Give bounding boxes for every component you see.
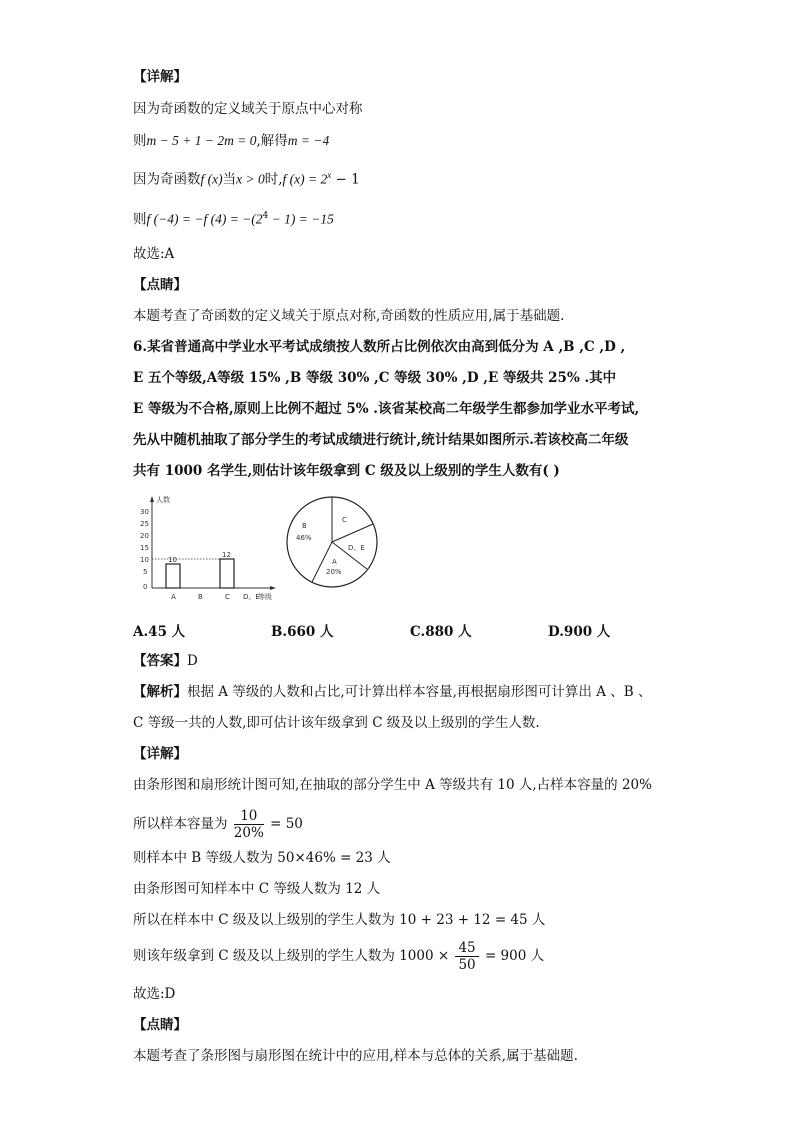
option-c: C.880 人 xyxy=(410,624,472,640)
text-line: 本题考查了条形图与扇形图在统计中的应用,样本与总体的关系,属于基础题. xyxy=(133,1048,578,1064)
text-line: 因为奇函数的定义域关于原点中心对称 xyxy=(133,101,363,117)
pie-label-de: D、E xyxy=(348,544,365,552)
y-tick-label: 15 xyxy=(140,544,149,552)
option-d: D.900 人 xyxy=(548,624,611,640)
y-axis-arrow xyxy=(150,496,154,502)
pie-chart xyxy=(282,492,382,592)
pie-divider xyxy=(332,524,373,542)
question-line: 6.某省普通高中学业水平考试成绩按人数所占比例依次由高到低分为 A ,B ,C ,D , xyxy=(133,339,626,355)
pie-value-b: 46% xyxy=(296,534,312,542)
fraction-line: 所以样本容量为 $\frac{10}{20\%}$ = 50 xyxy=(133,808,303,841)
answer-value: D xyxy=(187,653,198,669)
option-a: A.45 人 xyxy=(133,624,186,640)
option-b: B.660 人 xyxy=(271,624,334,640)
heading-detail-2: 【详解】 xyxy=(133,746,187,762)
y-tick-label: 10 xyxy=(140,556,149,564)
bar-c xyxy=(220,559,234,588)
fraction: $\frac{45}{50}$ xyxy=(455,940,478,973)
x-tick-label: C xyxy=(225,593,230,601)
x-axis-arrow xyxy=(270,586,276,590)
pie-label-b: B xyxy=(302,522,307,530)
question-line: E 五个等级,A等级 15% ,B 等级 30% ,C 等级 30% ,D ,E 等级共 25% .其中 xyxy=(133,370,617,386)
text-line: 本题考查了奇函数的定义域关于原点对称,奇函数的性质应用,属于基础题. xyxy=(133,308,565,324)
fraction: $\frac{10}{20\%}$ xyxy=(233,808,264,841)
pie-label-c: C xyxy=(342,516,347,524)
question-line: 先从中随机抽取了部分学生的考试成绩进行统计,统计结果如图所示.若该校高二年级 xyxy=(133,432,629,448)
pie-value-a: 20% xyxy=(326,568,342,576)
answer-choice-line: 故选:A xyxy=(133,246,175,262)
y-tick-label: 20 xyxy=(140,532,149,540)
question-line: E 等级为不合格,原则上比例不超过 5% .该省某校高二年级学生都参加学业水平考试, xyxy=(133,401,640,417)
bar-a xyxy=(166,564,180,588)
answer-tag: 【答案】 xyxy=(133,653,187,669)
text-line: 所以在样本中 C 级及以上级别的学生人数为 10 + 23 + 12 = 45 人 xyxy=(133,912,546,928)
fraction-line: 则该年级拿到 C 级及以上级别的学生人数为 1000 × $\frac{45}{50}$ = 900 人 xyxy=(133,940,545,973)
text-line: 由条形图和扇形统计图可知,在抽取的部分学生中 A 等级共有 10 人,占样本容量的 20% xyxy=(133,777,652,793)
y-tick-label: 30 xyxy=(140,508,149,516)
x-axis-label: 等级 xyxy=(258,593,272,601)
y-tick-label: 25 xyxy=(140,520,149,528)
y-tick-label: 5 xyxy=(143,568,148,576)
analysis-line: 【解析】根据 A 等级的人数和占比,可计算出样本容量,再根据扇形图可计算出 A 、B 、 xyxy=(133,684,652,700)
x-tick-label: A xyxy=(171,593,176,601)
pie-divider xyxy=(312,542,332,582)
analysis-line: C 等级一共的人数,即可估计该年级拿到 C 级及以上级别的学生人数. xyxy=(133,715,540,731)
analysis-tag: 【解析】 xyxy=(133,684,187,700)
question-line: 共有 1000 名学生,则估计该年级拿到 C 级及以上级别的学生人数有( ) xyxy=(133,463,560,479)
answer-line xyxy=(133,651,198,671)
heading-detail-1: 【详解】 xyxy=(133,69,187,85)
heading-comment-1: 【点睛】 xyxy=(133,277,187,293)
bar-chart xyxy=(130,492,290,602)
heading-comment-2: 【点睛】 xyxy=(133,1017,187,1033)
equation-line: 因为奇函数f (x)当x > 0时,f $(x) = 2^x - 1$ xyxy=(133,170,360,188)
answer-choice-line: 故选:D xyxy=(133,986,176,1002)
x-tick-label: B xyxy=(198,593,203,601)
text-line: 由条形图可知样本中 C 等级人数为 12 人 xyxy=(133,881,381,897)
equation-line: 则f (−4) = −f $(4) = -(2^4 - 1) = -15$ xyxy=(133,211,334,228)
x-tick-label: D、E xyxy=(243,593,260,601)
bar-value-label: 12 xyxy=(222,551,231,559)
y-tick-label: 0 xyxy=(143,583,148,591)
pie-label-a: A xyxy=(332,558,337,566)
equation-line: 则m − 5 + 1 − 2m = 0,解得m = −4 xyxy=(133,133,330,149)
bar-value-label: 10 xyxy=(168,556,177,564)
y-axis-label: 人数 xyxy=(156,496,170,504)
text-line: 则样本中 B 等级人数为 50×46% = 23 人 xyxy=(133,850,391,866)
